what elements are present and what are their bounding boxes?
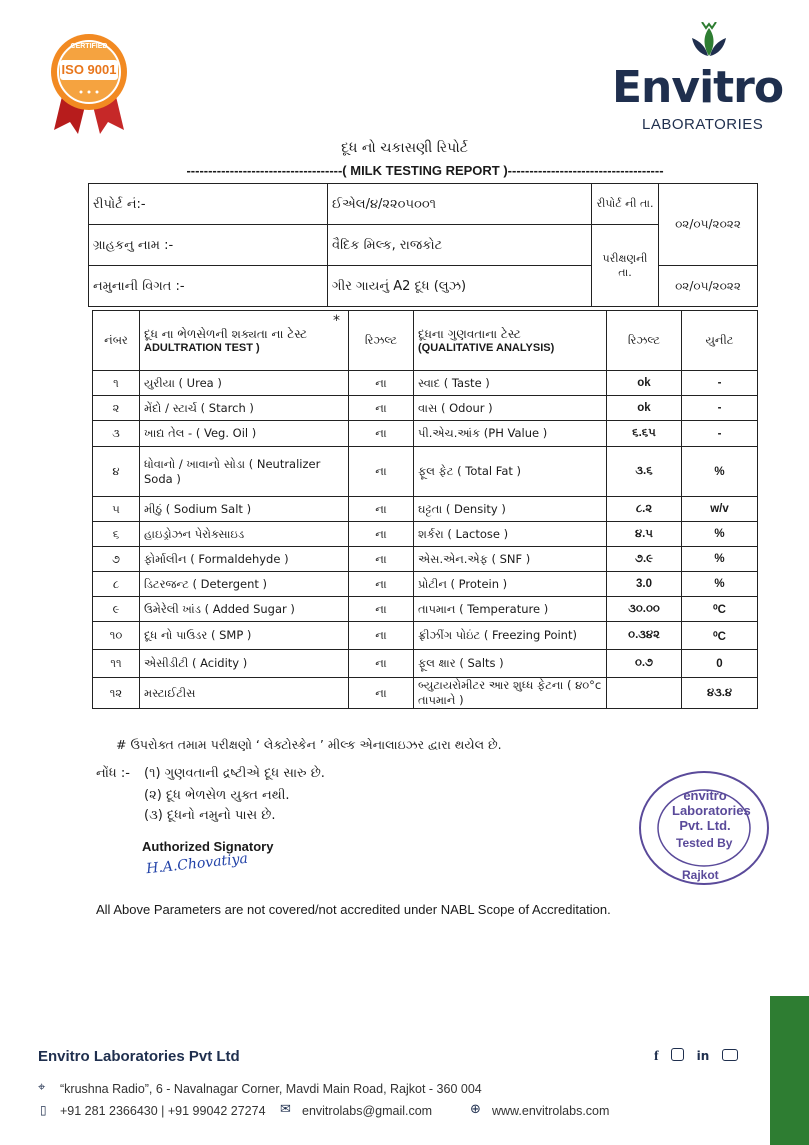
- row-qualitative: ઘટ્ટતા ( Density ): [414, 497, 607, 522]
- row-unit: -: [682, 371, 758, 396]
- row-qual-result: ok: [607, 371, 682, 396]
- header-result: રિઝલ્ટ: [349, 311, 414, 371]
- signature: H.A.Chovatiya: [145, 850, 249, 878]
- row-qualitative: ફૂલ ફેટ ( Total Fat ): [414, 447, 607, 497]
- row-unit: 0: [682, 650, 758, 678]
- row-test: યુરીયા ( Urea ): [140, 371, 349, 396]
- email-icon: ✉: [280, 1102, 291, 1117]
- row-test: ઉમેરેલી ખાંડ ( Added Sugar ): [140, 597, 349, 622]
- footer-address: “krushna Radio”, 6 - Navalnagar Corner, Mavdi Main Road, Rajkot - 360 004: [60, 1082, 482, 1096]
- report-no-label: રીપોર્ટ નં:-: [89, 184, 328, 225]
- header-qualitative-en: (QUALITATIVE ANALYSIS): [418, 342, 555, 354]
- row-no: ૧૦: [93, 622, 140, 650]
- header-adulteration-en: ADULTRATION TEST ): [144, 342, 260, 354]
- row-qual-result: ૩.૬: [607, 447, 682, 497]
- social-icons: [654, 1048, 738, 1065]
- header-unit: યુનીટ: [682, 311, 758, 371]
- table-row: [93, 522, 758, 547]
- row-unit: %: [682, 572, 758, 597]
- note-3: (૩) દૂધનો નમુનો પાસ છે.: [144, 808, 276, 823]
- row-result: ના: [349, 650, 414, 678]
- row-no: ૨: [93, 396, 140, 421]
- footer-email[interactable]: envitrolabs@gmail.com: [302, 1104, 433, 1118]
- stamp-city: Rajkot: [682, 868, 719, 882]
- row-unit: ⁰C: [682, 622, 758, 650]
- report-info-table: [88, 183, 758, 307]
- row-result: ના: [349, 597, 414, 622]
- table-row: [93, 597, 758, 622]
- row-result: ના: [349, 371, 414, 396]
- row-result: ના: [349, 522, 414, 547]
- footer-web[interactable]: www.envitrolabs.com: [492, 1104, 610, 1118]
- row-qual-result: ૮.૨: [607, 497, 682, 522]
- note-2: (૨) દૂધ ભેળસેળ યુક્ત નથી.: [144, 788, 290, 803]
- row-no: ૧૨: [93, 678, 140, 709]
- instagram-icon[interactable]: [671, 1048, 684, 1061]
- row-result: ના: [349, 547, 414, 572]
- footer-phone: +91 281 2366430 | +91 99042 27274: [60, 1104, 266, 1118]
- row-result: ના: [349, 421, 414, 447]
- header-qualitative-gu: દૂધના ગુણવતાના ટેસ્ટ: [418, 327, 521, 341]
- notes-label: નોંધ :-: [96, 766, 130, 781]
- report-title-gujarati: દૂધ નો ચકાસણી રિપોર્ટ: [341, 140, 468, 156]
- stamp-center: envitro Laboratories Pvt. Ltd.: [672, 788, 751, 833]
- row-result: ના: [349, 622, 414, 650]
- row-no: ૬: [93, 522, 140, 547]
- row-qualitative: બ્યુટાયરોમીટર આર શુધ્ધ ફેટના ( ૪૦°c તાપમાને ): [414, 678, 607, 709]
- sample-label: નમુનાની વિગત :-: [89, 266, 328, 307]
- row-unit: ૪૩.૪: [682, 678, 758, 709]
- row-qual-result: ૦.૩૪૨: [607, 622, 682, 650]
- table-row: [93, 371, 758, 396]
- phone-icon: ▯: [40, 1103, 47, 1117]
- row-unit: -: [682, 421, 758, 447]
- youtube-icon[interactable]: [722, 1049, 738, 1061]
- row-test: મીઠું ( Sodium Salt ): [140, 497, 349, 522]
- header-qualitative: [414, 311, 607, 371]
- row-qualitative: પી.એચ.આંક (PH Value ): [414, 421, 607, 447]
- badge-iso: ISO 9001: [61, 62, 117, 77]
- header-result2: રિઝલ્ટ: [607, 311, 682, 371]
- row-result: ના: [349, 572, 414, 597]
- customer-label: ગ્રાહકનુ નામ :-: [89, 225, 328, 266]
- row-qual-result: 3.0: [607, 572, 682, 597]
- disclaimer: All Above Parameters are not covered/not accredited under NABL Scope of Accreditation.: [96, 902, 611, 917]
- row-unit: %: [682, 447, 758, 497]
- row-test: હાઇડ્રોઝન પેરોક્સાઇડ: [140, 522, 349, 547]
- table-row: [93, 421, 758, 447]
- green-accent-bar: [770, 996, 809, 1145]
- footer-company: Envitro Laboratories Pvt Ltd: [38, 1048, 240, 1065]
- row-no: ૧૧: [93, 650, 140, 678]
- test-results-table: [92, 310, 758, 709]
- row-qual-result: ૩૦.૦૦: [607, 597, 682, 622]
- row-test: મસ્ટાઈટીસ: [140, 678, 349, 709]
- row-unit: ⁰C: [682, 597, 758, 622]
- row-unit: -: [682, 396, 758, 421]
- row-test: ખાદ્ય તેલ - ( Veg. Oil ): [140, 421, 349, 447]
- row-no: ૫: [93, 497, 140, 522]
- row-qual-result: ૬.૬૫: [607, 421, 682, 447]
- row-unit: %: [682, 522, 758, 547]
- table-row: [93, 547, 758, 572]
- row-qualitative: શર્કરા ( Lactose ): [414, 522, 607, 547]
- row-no: ૮: [93, 572, 140, 597]
- table-row: [93, 622, 758, 650]
- row-qualitative: તાપમાન ( Temperature ): [414, 597, 607, 622]
- row-test: મેંદો / સ્ટાર્ચ ( Starch ): [140, 396, 349, 421]
- row-unit: w/v: [682, 497, 758, 522]
- note-1: (૧) ગુણવતાની દ્રષ્ટીએ દૂધ સારુ છે.: [144, 766, 325, 781]
- header-star: *: [333, 313, 340, 329]
- test-date-label: પરીક્ષણની તા.: [592, 225, 659, 307]
- location-icon: ⌖: [38, 1080, 46, 1095]
- row-test: દૂધ નો પાઉડર ( SMP ): [140, 622, 349, 650]
- test-date-value: ૦૨/૦૫/૨૦૨૨: [659, 266, 758, 307]
- header-adulteration-gu: દૂધ ના ભેળસેળની શક્યતા ના ટેસ્ટ: [144, 327, 308, 341]
- logo-subtitle: LABORATORIES: [642, 116, 764, 133]
- row-qual-result: ok: [607, 396, 682, 421]
- row-test: ડિટરજન્ટ ( Detergent ): [140, 572, 349, 597]
- row-qualitative: પ્રોટીન ( Protein ): [414, 572, 607, 597]
- footnote: # ઉપરોક્ત તમામ પરીક્ષણો ‘ લેક્ટોસ્કેન ’ મીલ્ક એનાલાઇઝર દ્વારા થયેલ છે.: [116, 737, 502, 752]
- globe-icon: ⊕: [470, 1102, 481, 1117]
- row-test: એસીડીટી ( Acidity ): [140, 650, 349, 678]
- row-qualitative: સ્વાદ ( Taste ): [414, 371, 607, 396]
- iso-badge: [48, 30, 130, 140]
- row-result: ના: [349, 678, 414, 709]
- row-no: ૪: [93, 447, 140, 497]
- report-title-english: ------------------------------------( MILK TESTING REPORT )------------------------------------: [186, 163, 664, 178]
- table-row: [93, 396, 758, 421]
- row-result: ના: [349, 447, 414, 497]
- row-no: ૯: [93, 597, 140, 622]
- table-row: [93, 497, 758, 522]
- authorized-signatory: Authorized Signatory: [142, 839, 274, 854]
- linkedin-icon[interactable]: in: [696, 1049, 710, 1063]
- row-qual-result: ૭.૯: [607, 547, 682, 572]
- company-stamp: [632, 768, 782, 888]
- company-logo: [612, 22, 784, 133]
- row-result: ના: [349, 396, 414, 421]
- customer-value: વૈદિક મિલ્ક, રાજકોટ: [328, 225, 592, 266]
- header-adulteration: [140, 311, 349, 371]
- table-row: [93, 447, 758, 497]
- badge-certified: CERTIFIED: [70, 43, 108, 50]
- table-row: [93, 650, 758, 678]
- row-qual-result: [607, 678, 682, 709]
- table-row: [93, 678, 758, 709]
- row-result: ના: [349, 497, 414, 522]
- row-unit: %: [682, 547, 758, 572]
- row-test: ધોવાનો / ખાવાનો સોડા ( Neutralizer Soda ): [140, 447, 349, 497]
- row-test: ફોર્માલીન ( Formaldehyde ): [140, 547, 349, 572]
- header-no: નંબર: [93, 311, 140, 371]
- row-qualitative: એસ.એન.એફ ( SNF ): [414, 547, 607, 572]
- row-no: ૭: [93, 547, 140, 572]
- logo-name: Envitro: [612, 62, 784, 113]
- row-no: ૧: [93, 371, 140, 396]
- row-qual-result: ૦.૭: [607, 650, 682, 678]
- row-qualitative: ફ્રીઝીંગ પોઇંટ ( Freezing Point): [414, 622, 607, 650]
- report-date-value: ૦૨/૦૫/૨૦૨૨: [659, 184, 758, 266]
- leaf-icon: [686, 22, 732, 64]
- row-no: ૩: [93, 421, 140, 447]
- sample-value: ગીર ગાયનું A2 દૂધ (લુઝ): [328, 266, 592, 307]
- facebook-icon[interactable]: f: [654, 1049, 659, 1064]
- report-date-label: રીપોર્ટ ની તા.: [592, 184, 659, 225]
- row-qualitative: ફૂલ ક્ષાર ( Salts ): [414, 650, 607, 678]
- stamp-tested: Tested By: [676, 836, 733, 850]
- row-qual-result: ૪.૫: [607, 522, 682, 547]
- row-qualitative: વાસ ( Odour ): [414, 396, 607, 421]
- table-row: [93, 572, 758, 597]
- report-no-value: ઈએલ/૪/૨૨૦૫૦૦૧: [328, 184, 592, 225]
